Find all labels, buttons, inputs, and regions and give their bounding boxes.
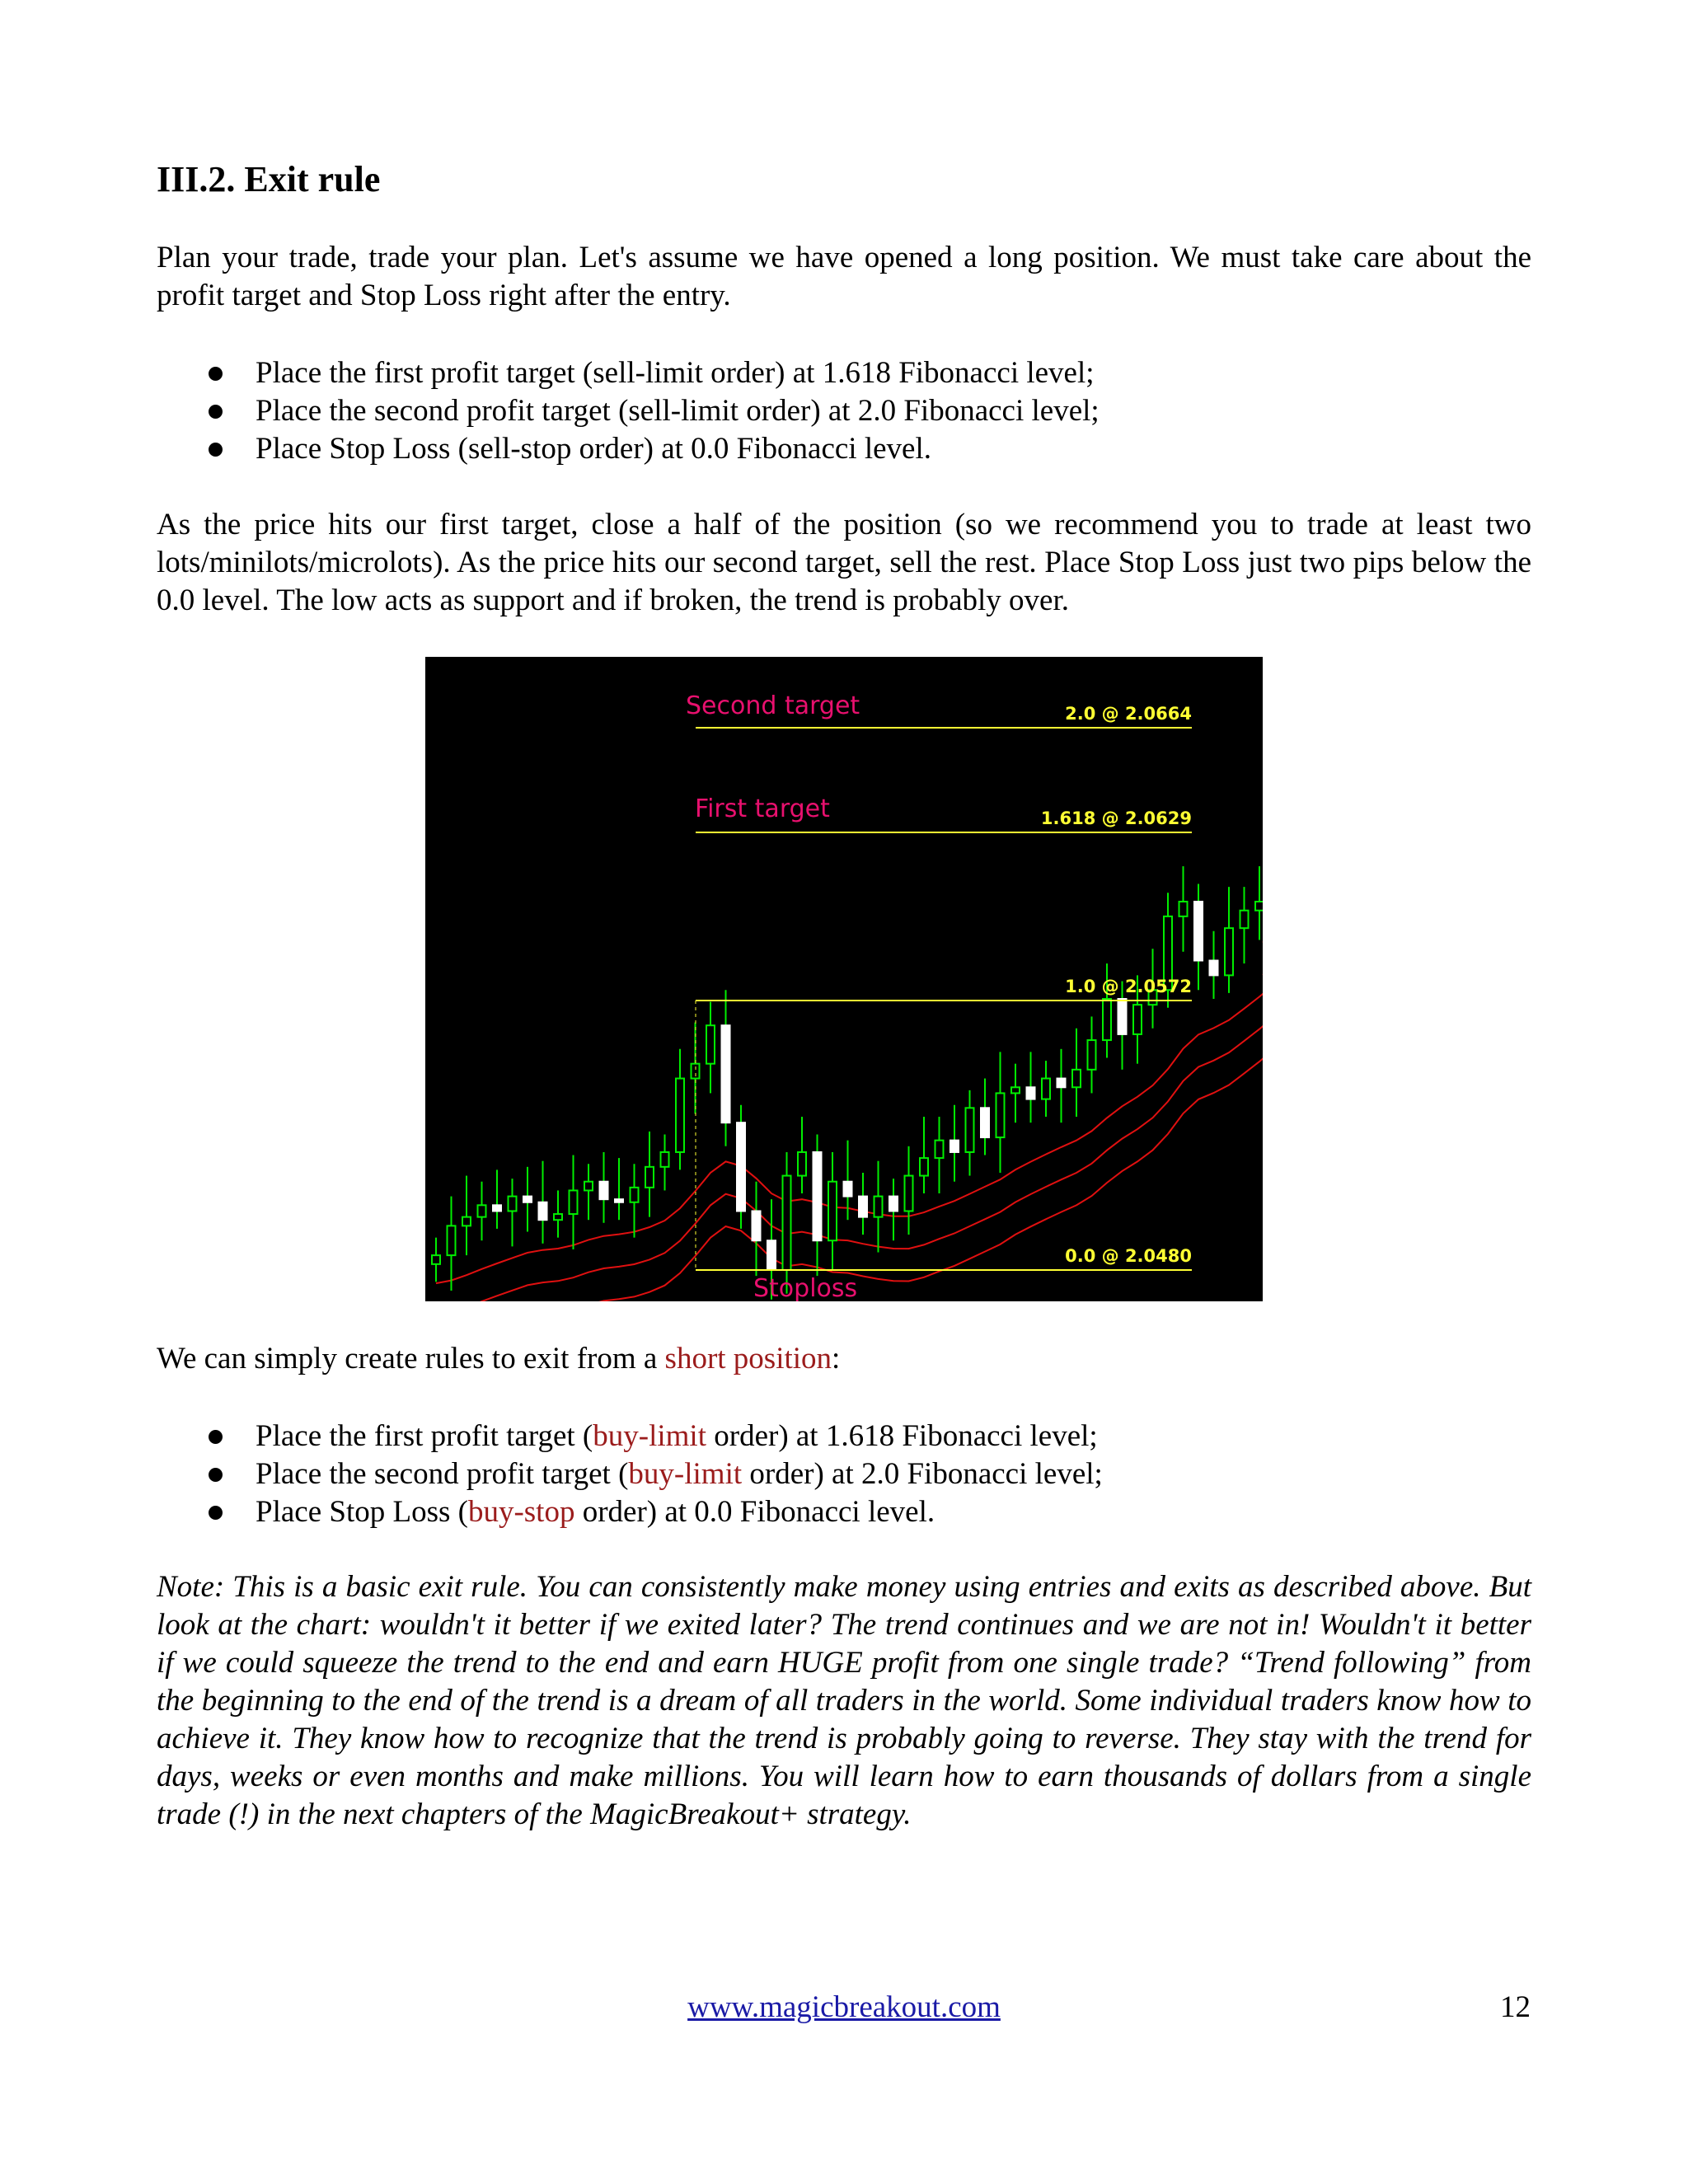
bullet-icon <box>209 1430 223 1444</box>
short-position-link[interactable]: short position <box>664 1342 832 1376</box>
candle-body <box>1210 961 1218 976</box>
candle-body <box>1027 1087 1035 1099</box>
candle-body <box>509 1197 517 1212</box>
candle-body <box>1194 902 1203 961</box>
candle-body <box>631 1188 639 1202</box>
candle-body <box>722 1025 730 1122</box>
level-label-2-0: 2.0 @ 2.0664 <box>1065 704 1192 724</box>
candle-body <box>584 1182 593 1191</box>
candle-body <box>889 1197 898 1212</box>
candle-body <box>645 1167 654 1188</box>
candle-body <box>966 1108 974 1152</box>
candle-body <box>1118 999 1127 1034</box>
intro-paragraph: Plan your trade, trade your plan. Let's assume we have opened a long position. We must take care about the profit target and Stop Loss right after the entry. <box>157 241 1531 312</box>
level-label-0-0: 0.0 @ 2.0480 <box>1065 1246 1192 1266</box>
candle-body <box>1179 902 1188 916</box>
candle-body <box>1133 1005 1142 1034</box>
candle-body <box>1103 999 1111 1040</box>
section-heading: III.2. Exit rule <box>157 159 381 199</box>
candle-body <box>996 1093 1005 1137</box>
candle-body <box>1072 1070 1081 1087</box>
candle-body <box>432 1255 440 1264</box>
candle-body <box>570 1190 578 1214</box>
candle-body <box>798 1152 806 1176</box>
candle-body <box>1240 911 1249 928</box>
candle-body <box>523 1197 532 1202</box>
candle-body <box>539 1202 547 1220</box>
buy-limit-link[interactable]: buy-limit <box>628 1457 743 1491</box>
candle-body <box>1088 1040 1096 1070</box>
note-paragraph: Note: This is a basic exit rule. You can consistently make money using entries and exits as described above. But look at the chart: wouldn't it better if we exited later? The trend continues and we are not in! Wouldn't it better if we could squeeze the trend to the end and earn HUGE profit from one single trade? “Trend following” from the beginning to the end of the trend is a dream of all traders in the world. Some individual traders know how to achieve it. They know how to recognize that the trend is probably going to reverse. They stay with the trend for days, weeks or even months and make millions. You will learn how to earn thousands of dollars from a single trade (!) in the next chapters of the MagicBreakout+ strategy. <box>157 1570 1531 1831</box>
candle-body <box>676 1079 684 1152</box>
stoploss-label: Stoploss <box>753 1274 858 1301</box>
bullet-icon <box>209 367 223 381</box>
candle-body <box>950 1141 959 1152</box>
candle-body <box>661 1152 669 1167</box>
candle-body <box>1042 1079 1050 1099</box>
long-rules-list <box>157 354 1531 468</box>
candle-body <box>706 1025 715 1063</box>
candle-body <box>554 1214 562 1220</box>
second-target-label: Second target <box>686 691 860 720</box>
candle-body <box>859 1197 867 1217</box>
list-item: Place the first profit target (sell-limit order) at 1.618 Fibonacci level; <box>157 354 1531 392</box>
candle-body <box>600 1182 608 1199</box>
bullet-icon <box>209 1468 223 1482</box>
list-item: Place the second profit target (sell-limit order) at 2.0 Fibonacci level; <box>157 392 1531 430</box>
candle-body <box>1057 1079 1066 1088</box>
footer-website-link[interactable]: www.magicbreakout.com <box>687 1990 1001 2024</box>
explanation-paragraph: As the price hits our first target, close a half of the position (so we recommend you to trade at least two lots/minilots/microlots). As the price hits our second target, sell the rest. Place Stop Loss just two pips below the 0.0 level. The low acts as support and if broken, the trend is probably over. <box>157 508 1531 617</box>
candle-body <box>615 1199 623 1202</box>
candle-body <box>493 1205 501 1211</box>
level-label-1-618: 1.618 @ 2.0629 <box>1040 808 1192 828</box>
candle-body <box>753 1211 761 1240</box>
candle-body <box>783 1176 791 1270</box>
candle-body <box>737 1122 745 1211</box>
list-item: Place Stop Loss (buy-stop order) at 0.0 Fibonacci level. <box>157 1493 1531 1531</box>
candle-body <box>478 1205 486 1216</box>
candle-body <box>905 1176 913 1212</box>
chart-svg <box>425 657 1263 1301</box>
short-intro-paragraph: We can simply create rules to exit from a short position: <box>157 1342 841 1376</box>
candle-body <box>814 1152 822 1240</box>
bullet-icon <box>209 443 223 457</box>
fibonacci-chart <box>425 657 1263 1301</box>
candle-body <box>920 1158 928 1175</box>
short-rules-list <box>157 1418 1531 1531</box>
list-item: Place the second profit target (buy-limit order) at 2.0 Fibonacci level; <box>157 1455 1531 1493</box>
bullet-icon <box>209 1506 223 1520</box>
candle-body <box>462 1217 471 1226</box>
list-item: Place Stop Loss (sell-stop order) at 0.0 Fibonacci level. <box>157 430 1531 468</box>
page-number: 12 <box>1500 1990 1531 2024</box>
candle-body <box>448 1226 456 1255</box>
candle-body <box>1225 928 1233 975</box>
bullet-icon <box>209 405 223 419</box>
candle-body <box>981 1108 989 1137</box>
first-target-label: First target <box>695 794 830 823</box>
candle-body <box>767 1240 776 1270</box>
buy-limit-link[interactable]: buy-limit <box>593 1419 706 1453</box>
candle-body <box>874 1197 883 1217</box>
candle-body <box>828 1182 837 1241</box>
candle-body <box>1011 1087 1020 1093</box>
buy-stop-link[interactable]: buy-stop <box>467 1495 575 1529</box>
level-label-1-0: 1.0 @ 2.0572 <box>1065 977 1192 996</box>
candle-body <box>935 1141 944 1158</box>
candle-body <box>1255 902 1263 911</box>
list-item: Place the first profit target (buy-limit order) at 1.618 Fibonacci level; <box>157 1418 1531 1455</box>
candle-body <box>844 1182 852 1197</box>
